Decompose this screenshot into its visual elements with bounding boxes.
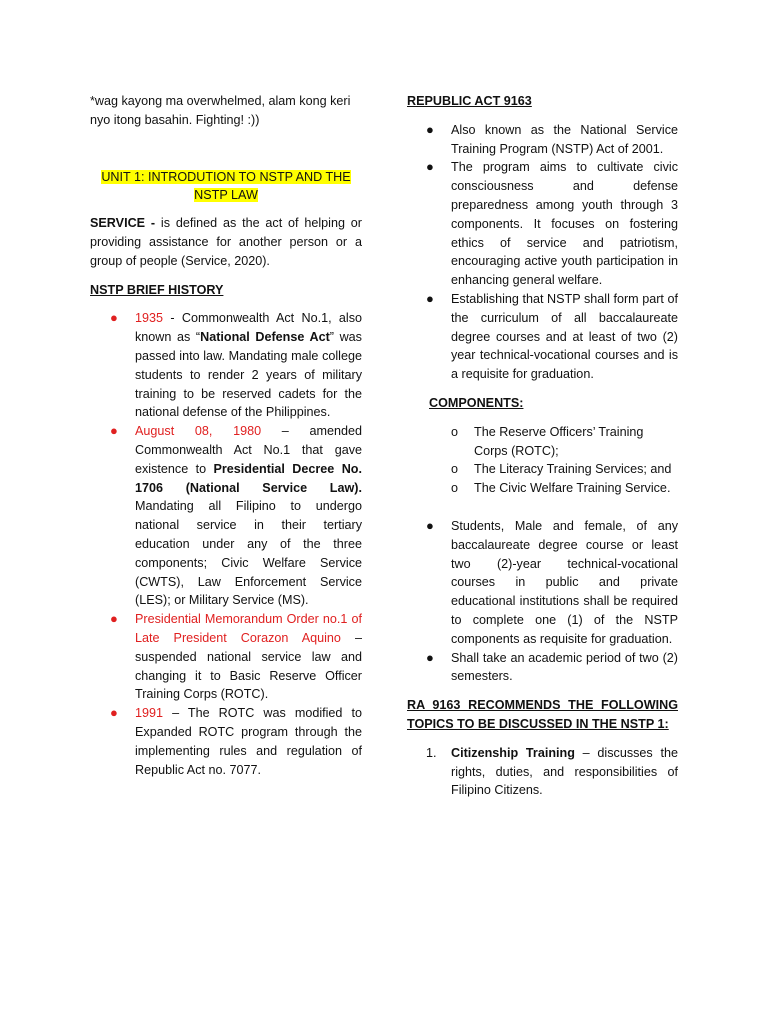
bullet-icon: ● (110, 423, 118, 439)
bullet-icon: ● (110, 705, 118, 721)
history-list (110, 309, 362, 779)
list-item (110, 422, 362, 610)
history-heading: NSTP BRIEF HISTORY (90, 282, 224, 297)
list-item (426, 121, 678, 159)
history-date: 1935 (135, 311, 164, 326)
topic-number: 1. (426, 745, 437, 760)
history-date: Presidential Memorandum Order no.1 of Late President Corazon Aquino (135, 612, 362, 645)
right-column (407, 92, 678, 800)
component-item: The Reserve Officers’ Training Corps (ROTC); (474, 424, 644, 458)
list-item (451, 423, 678, 461)
history-bold: Presidential Decree No. 1706 (National Service Law). (135, 461, 362, 495)
history-date: 1991 (135, 706, 164, 721)
ra-point: Also known as the National Service Training Program (NSTP) Act of 2001. (451, 122, 678, 156)
history-text: - Commonwealth Act No.1, also known as “ (135, 311, 362, 345)
list-item (426, 744, 678, 800)
requirement-item: Students, Male and female, of any baccalaureate degree course or least two (2)-year technical-vocational courses in public and private educational institutions shall be required to complete one (1) of the NSTP components as requisite for graduation. (451, 518, 678, 646)
bullet-icon: ● (426, 517, 434, 533)
bullet-icon: ● (426, 121, 434, 137)
components-list (451, 423, 678, 498)
list-item (426, 649, 678, 687)
list-item (451, 460, 678, 479)
service-definition (90, 214, 362, 270)
requirements-list (426, 517, 678, 686)
service-def-text: is defined as the act of helping or providing assistance for another person or a group of people (Service, 2020). (90, 216, 362, 268)
unit-title (90, 168, 362, 206)
ra-points-list (426, 121, 678, 384)
topic-title: Citizenship Training (451, 745, 575, 760)
circle-bullet-icon: o (451, 481, 459, 496)
history-text: – suspended national service law and changing it to Basic Reserve Officer Training Corps (ROTC). (135, 630, 362, 702)
bullet-icon: ● (426, 290, 434, 306)
ra-point: Establishing that NSTP shall form part of the curriculum of all baccalaureate degree courses and at least of two (2) year technical-vocational courses and is a requisite for graduation. (451, 291, 678, 382)
bullet-icon: ● (110, 611, 118, 627)
intro-note: *wag kayong ma overwhelmed, alam kong keri nyo itong basahin. Fighting! :)) (90, 94, 351, 127)
left-column (90, 92, 362, 779)
circle-bullet-icon: o (451, 462, 459, 477)
circle-bullet-icon: o (451, 424, 459, 439)
service-term: SERVICE - (90, 216, 156, 231)
list-item (110, 610, 362, 704)
list-item (426, 158, 678, 290)
list-item (110, 704, 362, 779)
components-heading: COMPONENTS: (429, 395, 524, 410)
list-item (426, 290, 678, 384)
history-text: ” was passed into law. Mandating male college students to render 2 years of military training to be reserved cadets for the national defense of the Philippines. (135, 330, 362, 420)
bullet-icon: ● (110, 310, 118, 326)
list-item (110, 309, 362, 422)
topics-heading: RA 9163 RECOMMENDS THE FOLLOWING TOPICS TO BE DISCUSSED IN THE NSTP 1: (407, 698, 678, 731)
history-bold: National Defense Act (200, 330, 330, 345)
topics-list (426, 744, 678, 800)
ra-point: The program aims to cultivate civic consciousness and defense preparedness among youth through 3 components. It focuses on fostering ethics of service and patriotism, encouraging active youth participation in enhancing general welfare. (451, 160, 678, 288)
bullet-icon: ● (426, 159, 434, 175)
component-item: The Civic Welfare Training Service. (474, 481, 671, 496)
bullet-icon: ● (426, 649, 434, 665)
list-item (426, 517, 678, 649)
history-text: – amended Commonwealth Act No.1 that gave existence to (135, 424, 362, 476)
ra-heading: REPUBLIC ACT 9163 (407, 94, 532, 108)
history-text: Mandating all Filipino to undergo national service in their tertiary education under any of the three components; Civic Welfare Service (CWTS), Law Enforcement Service (LES); or Military Service (MS). (135, 499, 362, 608)
history-date: August 08, 1980 (135, 424, 262, 439)
unit-title-text: UNIT 1: INTRODUTION TO NSTP AND THE NSTP LAW (101, 169, 351, 203)
component-item: The Literacy Training Services; and (474, 462, 672, 477)
topic-text: – discusses the rights, duties, and responsibilities of Filipino Citizens. (451, 745, 678, 798)
history-text: – The ROTC was modified to Expanded ROTC program through the implementing rules and regulation of Republic Act no. 7077. (135, 706, 362, 777)
requirement-item: Shall take an academic period of two (2) semesters. (451, 650, 678, 684)
list-item (451, 479, 678, 498)
